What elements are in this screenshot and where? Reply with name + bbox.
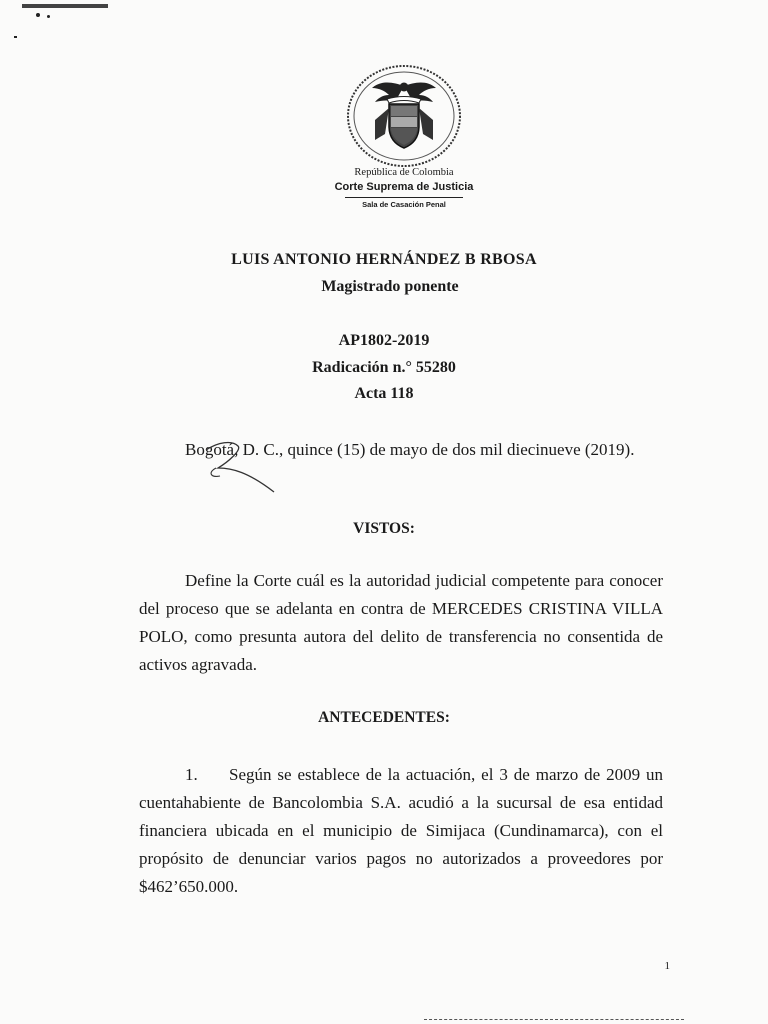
scan-artifact	[14, 36, 17, 38]
antecedentes-paragraph	[139, 761, 663, 901]
case-number: AP1802-2019	[338, 332, 430, 349]
date-text: Bogotá, D. C., quince (15) de mayo de dos mil diecinueve (2019).	[185, 440, 635, 459]
scan-artifact	[47, 15, 50, 18]
header-divider	[345, 197, 463, 198]
court-header	[300, 166, 508, 210]
antecedentes-heading: ANTECEDENTES:	[318, 709, 450, 726]
radicacion-number: Radicación n.° 55280	[312, 359, 456, 376]
vistos-paragraph	[139, 567, 663, 679]
antecedentes-text: Según se establece de la actuación, el 3 de marzo de 2009 un cuentahabiente de Bancolombia S.A. acudió a la sucursal de esa entidad financiera ubicada en el municipio de Simijaca (Cundinamarca), con el propósito de denunciar varios pagos no autorizados a proveedores por $462’650.000.	[139, 765, 663, 896]
chamber-name: Sala de Casación Penal	[362, 200, 446, 209]
magistrate-name: LUIS ANTONIO HERNÁNDEZ B RBOSA	[231, 251, 537, 268]
vistos-text: Define la Corte cuál es la autoridad judicial competente para conocer del proceso que se adelanta en contra de MERCEDES CRISTINA VILLA POLO, como presunta autora del delito de transferencia no consentida de activos agravada.	[139, 571, 663, 674]
page-number: 1	[664, 960, 670, 972]
vistos-heading: VISTOS:	[353, 520, 415, 537]
magistrate-role: Magistrado ponente	[321, 278, 459, 295]
scan-artifact	[22, 4, 108, 8]
signature-flourish-mark	[198, 438, 278, 494]
scan-artifact	[424, 1019, 684, 1020]
court-name: Corte Suprema de Justicia	[334, 181, 474, 193]
acta-number: Acta 118	[354, 385, 414, 402]
scan-artifact	[36, 13, 40, 17]
item-number: 1.	[185, 765, 198, 784]
colombia-coat-of-arms-emblem	[345, 64, 463, 168]
republic-label: República de Colombia	[354, 167, 454, 178]
